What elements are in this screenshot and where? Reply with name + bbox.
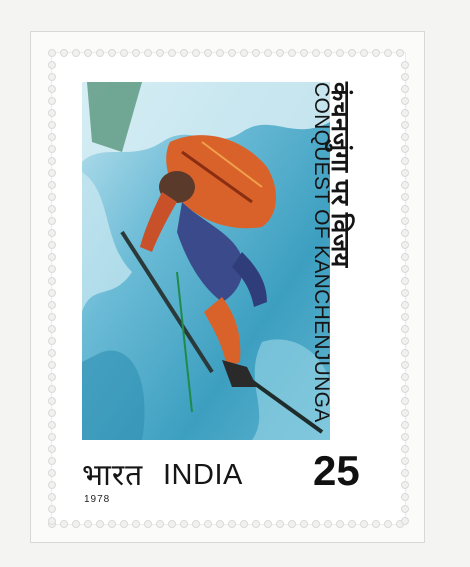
perforation-hole [48,193,56,201]
perforation-hole [168,520,176,528]
perforation-hole [48,493,56,501]
perforation-hole [401,349,409,357]
perforation-hole [48,217,56,225]
perforation-hole [401,493,409,501]
perforation-hole [401,121,409,129]
perforation-hole [144,520,152,528]
perforation-hole [384,49,392,57]
perforation-hole [60,520,68,528]
perforation-hole [48,97,56,105]
perforation-hole [192,520,200,528]
perforation-hole [48,457,56,465]
perforation-hole [396,49,404,57]
perforation-hole [240,49,248,57]
perforation-hole [401,373,409,381]
perforation-hole [401,409,409,417]
perforation-hole [401,289,409,297]
perforation-hole [401,181,409,189]
perforation-hole [401,481,409,489]
perforation-hole [401,133,409,141]
climber-illustration [82,82,330,440]
perforation-hole [324,49,332,57]
perforation-hole [336,520,344,528]
perforation-hole [252,520,260,528]
stamp-title-english: CONQUEST OF KANCHENJUNGA [310,82,333,423]
perforation-hole [48,505,56,513]
perforation-hole [216,520,224,528]
perforation-hole [84,520,92,528]
perforation-hole [48,73,56,81]
perforation-hole [264,49,272,57]
perforation-hole [48,361,56,369]
perforation-hole [180,520,188,528]
perforation-hole [401,217,409,225]
perforation-hole [216,49,224,57]
perforation-hole [204,49,212,57]
perforation-hole [401,505,409,513]
perforation-hole [401,73,409,81]
stamp-title-hindi: कंचनजुंगा पर विजय [326,82,354,268]
perforation-hole [401,205,409,213]
perforation-hole [372,49,380,57]
perforation-hole [276,49,284,57]
perforation-hole [48,157,56,165]
perforation-hole [180,49,188,57]
perforation-hole [401,397,409,405]
perforation-hole [192,49,200,57]
perforation-hole [108,520,116,528]
perforation-hole [72,49,80,57]
perforation-hole [48,169,56,177]
perforation-hole [401,97,409,105]
perforation-hole [48,433,56,441]
perforation-hole [48,517,56,525]
perforation-hole [204,520,212,528]
perforation-hole [48,61,56,69]
perforation-hole [300,520,308,528]
perforation-hole [348,49,356,57]
perforation-hole [228,49,236,57]
perforation-hole [48,181,56,189]
perforation-hole [401,517,409,525]
perforation-hole [288,49,296,57]
perforation-hole [401,61,409,69]
perforation-hole [401,145,409,153]
perforation-hole [48,349,56,357]
perforation-hole [96,49,104,57]
perforation-hole [120,49,128,57]
perforation-hole [72,520,80,528]
perforation-hole [48,373,56,381]
perforation-hole [108,49,116,57]
perforation-hole [401,337,409,345]
perforation-hole [300,49,308,57]
perforation-hole [288,520,296,528]
denomination: 25 [313,447,360,494]
country-name-hindi: भारत [82,459,144,492]
perforation-hole [48,325,56,333]
perforation-hole [401,385,409,393]
perforation-hole [401,193,409,201]
perforation-hole [132,49,140,57]
perforation-hole [48,229,56,237]
perforation-hole [401,241,409,249]
perforation-hole [312,520,320,528]
perforation-hole [401,301,409,309]
perforation-hole [401,421,409,429]
perforation-hole [401,361,409,369]
perforation-hole [84,49,92,57]
perforation-hole [228,520,236,528]
perforation-hole [48,241,56,249]
perforation-hole [48,277,56,285]
perforation-hole [401,277,409,285]
perforation-hole [48,289,56,297]
perforation-hole [48,409,56,417]
perforation-hole [48,85,56,93]
perforation-hole [156,520,164,528]
perforation-hole [48,313,56,321]
issue-year: 1978 [84,494,111,505]
perforation-hole [48,481,56,489]
perforation-hole [336,49,344,57]
perforation-hole [401,325,409,333]
perforation-hole [401,253,409,261]
perforation-hole [360,520,368,528]
perforation-hole [240,520,248,528]
perforation-hole [401,313,409,321]
perforation-hole [48,49,56,57]
perforation-hole [48,337,56,345]
perforation-hole [401,109,409,117]
country-name: INDIA [163,459,243,491]
perforation-hole [48,469,56,477]
perforation-hole [168,49,176,57]
perforation-hole [401,169,409,177]
perforation-hole [48,385,56,393]
perforation-hole [312,49,320,57]
perforation-hole [401,457,409,465]
perforation-hole [48,109,56,117]
perforation-hole [48,205,56,213]
perforation-hole [144,49,152,57]
perforation-hole [96,520,104,528]
perforation-hole [48,445,56,453]
perforation-hole [48,121,56,129]
perforation-hole [401,157,409,165]
perforation-hole [156,49,164,57]
perforation-hole [60,49,68,57]
perforation-hole [264,520,272,528]
perforation-hole [401,265,409,273]
perforation-hole [132,520,140,528]
perforation-hole [401,85,409,93]
perforation-hole [48,301,56,309]
perforation-hole [48,421,56,429]
perforation-hole [48,133,56,141]
perforation-hole [120,520,128,528]
perforation-hole [48,253,56,261]
perforation-hole [324,520,332,528]
perforation-hole [48,265,56,273]
perforation-hole [48,397,56,405]
perforation-hole [348,520,356,528]
perforation-hole [401,445,409,453]
perforation-hole [48,145,56,153]
perforation-hole [384,520,392,528]
perforation-hole [252,49,260,57]
perforation-hole [401,433,409,441]
perforation-hole [372,520,380,528]
perforation-hole [276,520,284,528]
perforation-hole [401,229,409,237]
perforation-hole [401,469,409,477]
perforation-hole [360,49,368,57]
